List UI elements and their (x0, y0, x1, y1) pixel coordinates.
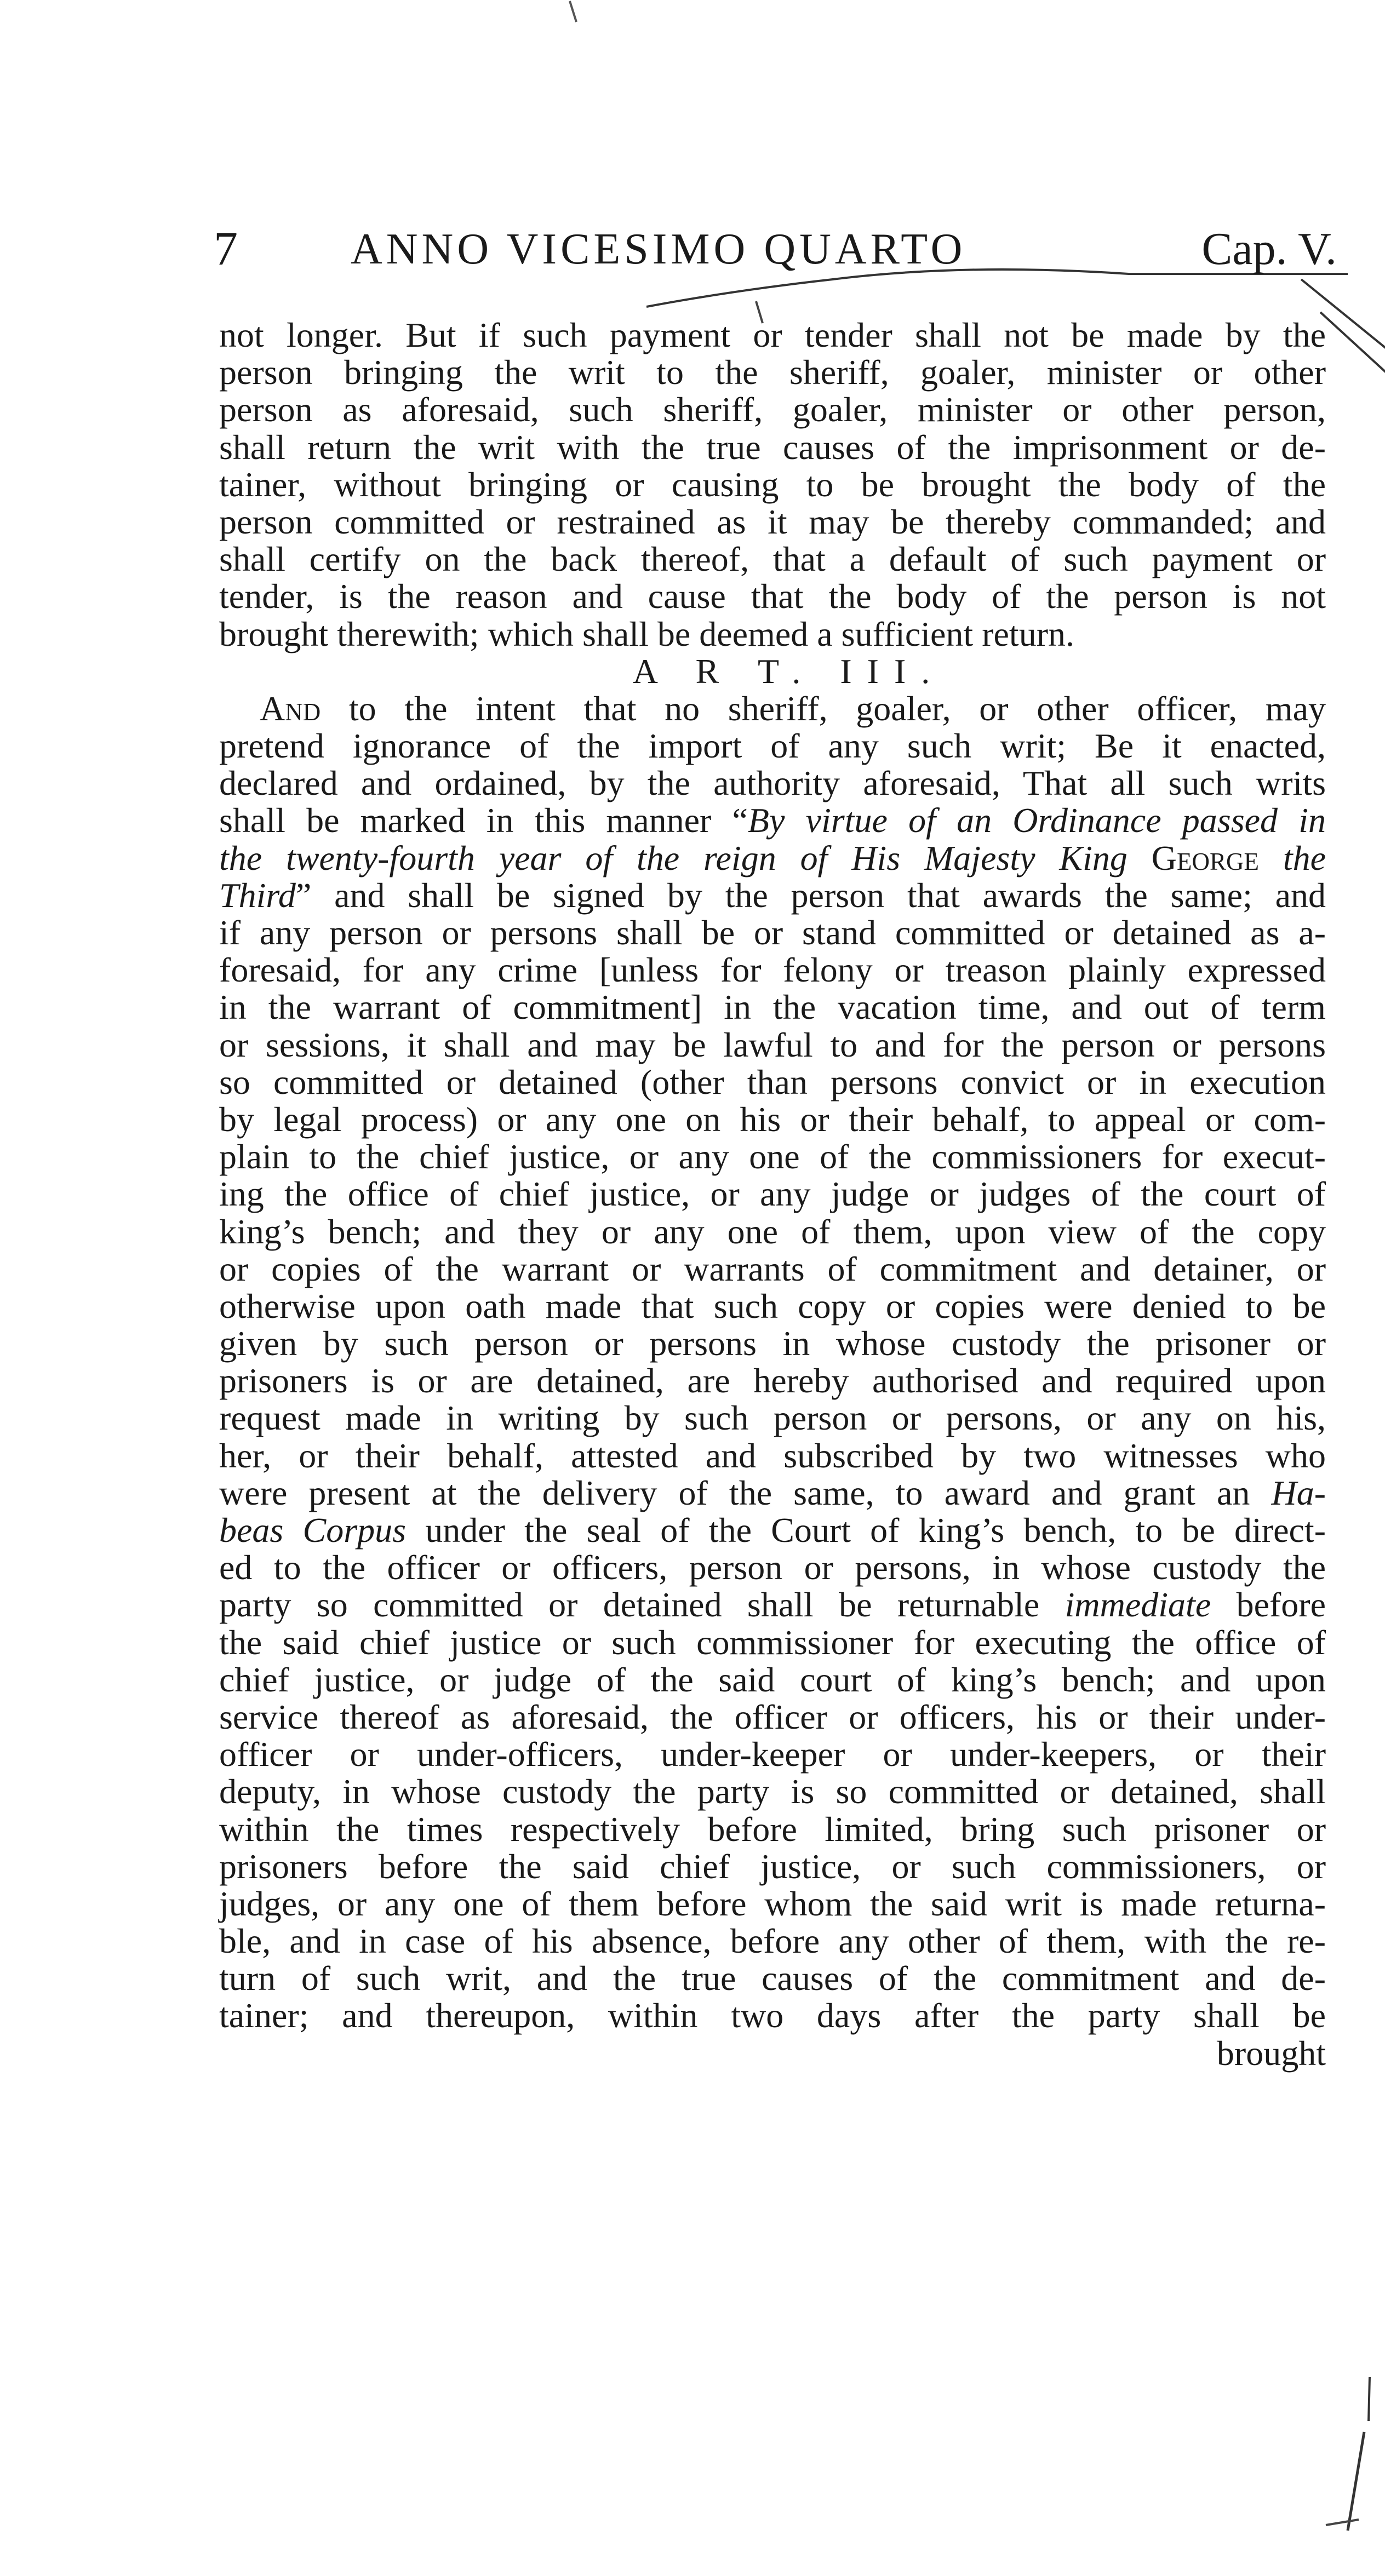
italic-run: Third (219, 875, 296, 915)
paragraph-2 (219, 690, 1326, 2072)
text-run: before (1211, 1585, 1326, 1625)
page-number: 7 (214, 222, 238, 276)
text-line: service thereof as aforesaid, the officer or officers, his or their under- (219, 1697, 1326, 1736)
text-line (219, 802, 1326, 839)
text-run: under the seal of the Court of king’s bench, to be direct- (406, 1511, 1326, 1550)
running-header (214, 219, 1337, 279)
text-line: prisoners is or are detained, are hereby authorised and required upon (219, 1361, 1326, 1401)
text-line: pretend ignorance of the import of any such writ; Be it enacted, (219, 726, 1326, 766)
text-line: otherwise upon oath made that such copy or copies were denied to be (219, 1286, 1326, 1326)
text-line (219, 1475, 1326, 1512)
text-line: not longer. But if such payment or tender shall not be made by the (219, 315, 1326, 354)
stray-pen-mark-top (564, 0, 586, 33)
text-line: within the times respectively before limited, bring such prisoner or (219, 1809, 1326, 1849)
text-run: to the intent that no sheriff, goaler, or other officer, may (321, 689, 1326, 728)
text-line: person committed or restrained as it may be thereby commanded; and (219, 502, 1326, 541)
catchword: brought (1216, 2033, 1326, 2073)
text-line: the said chief justice or such commissioner for executing the office of (219, 1622, 1326, 1662)
chapter-label: Cap. V. (1201, 223, 1337, 274)
text-line (219, 1586, 1326, 1623)
text-line: or copies of the warrant or warrants of commitment and detainer, or (219, 1249, 1326, 1288)
text-line: king’s bench; and they or any one of them, upon view of the copy (219, 1212, 1326, 1251)
paragraph-1 (219, 317, 1326, 653)
initial-word: And (260, 689, 321, 728)
italic-run: beas Corpus (219, 1511, 407, 1550)
text-line: shall return the writ with the true causes of the imprisonment or de- (219, 427, 1326, 467)
text-line: officer or under-officers, under-keeper or under-keepers, or their (219, 1735, 1326, 1774)
text-run: shall be marked in this manner “ (219, 801, 748, 840)
text-line: turn of such writ, and the true causes of the commitment and de- (219, 1959, 1326, 1998)
text-line: her, or their behalf, attested and subscribed by two witnesses who (219, 1436, 1326, 1475)
text-line: judges, or any one of them before whom the said writ is made returna- (219, 1884, 1326, 1923)
text-line: foresaid, for any crime [unless for felony or treason plainly expressed (219, 950, 1326, 990)
text-line: by legal process) or any one on his or their behalf, to appeal or com- (219, 1099, 1326, 1139)
text-run: were present at the delivery of the same, to award and grant an (219, 1473, 1250, 1512)
text-line (219, 877, 1326, 914)
text-run: ” and shall be signed by the person that awards the same; and (295, 875, 1326, 915)
text-line: ble, and in case of his absence, before any other of them, with the re- (219, 1921, 1326, 1961)
text-line (219, 1512, 1326, 1549)
stray-pen-mark-margin (1304, 2300, 1381, 2574)
text-line: chief justice, or judge of the said court of king’s bench; and upon (219, 1660, 1326, 1699)
text-line: given by such person or persons in whose custody the prisoner or (219, 1324, 1326, 1363)
text-line: tender, is the reason and cause that the body of the person is not (219, 577, 1326, 616)
text-run: party so committed or detained shall be returnable (219, 1585, 1040, 1625)
text-line: person as aforesaid, such sheriff, goaler, minister or other person, (219, 390, 1326, 429)
body-text (219, 317, 1326, 2072)
italic-run: Ha- (1271, 1473, 1326, 1512)
text-line: if any person or persons shall be or stand committed or detained as a- (219, 913, 1326, 952)
section-heading: A R T. III. (632, 651, 946, 691)
text-line (219, 840, 1326, 877)
italic-run: the (1283, 838, 1326, 877)
italic-run: By virtue of an Ordinance passed in (747, 801, 1326, 840)
text-line: deputy, in whose custody the party is so committed or detained, shall (219, 1772, 1326, 1811)
italic-run: the twenty-fourth year of the reign of His Majesty King (219, 838, 1128, 877)
text-line: tainer; and thereupon, within two days after the party shall be (219, 1996, 1326, 2035)
text-line: request made in writing by such person or persons, or any on his, (219, 1398, 1326, 1438)
text-line: person bringing the writ to the sheriff, goaler, minister or other (219, 353, 1326, 392)
text-line: or sessions, it shall and may be lawful to and for the person or persons (219, 1025, 1326, 1064)
small-caps-run: George (1151, 838, 1259, 877)
text-line: declared and ordained, by the authority aforesaid, That all such writs (219, 764, 1326, 803)
running-title: ANNO VICESIMO QUARTO (351, 225, 966, 273)
text-line: in the warrant of commitment] in the vacation time, and out of term (219, 988, 1326, 1027)
text-line: brought therewith; which shall be deemed a sufficient return. (219, 614, 1074, 653)
text-line (219, 690, 1326, 727)
text-line: ed to the officer or officers, person or persons, in whose custody the (219, 1548, 1326, 1587)
text-line: shall certify on the back thereof, that a default of such payment or (219, 540, 1326, 579)
text-line: prisoners before the said chief justice, or such commissioners, or (219, 1846, 1326, 1886)
text-line: ing the office of chief justice, or any judge or judges of the court of (219, 1174, 1326, 1214)
italic-run: immediate (1064, 1585, 1211, 1625)
text-line: tainer, without bringing or causing to be brought the body of the (219, 464, 1326, 504)
text-line: so committed or detained (other than persons convict or in execution (219, 1062, 1326, 1101)
text-line: plain to the chief justice, or any one of the commissioners for execut- (219, 1137, 1326, 1177)
